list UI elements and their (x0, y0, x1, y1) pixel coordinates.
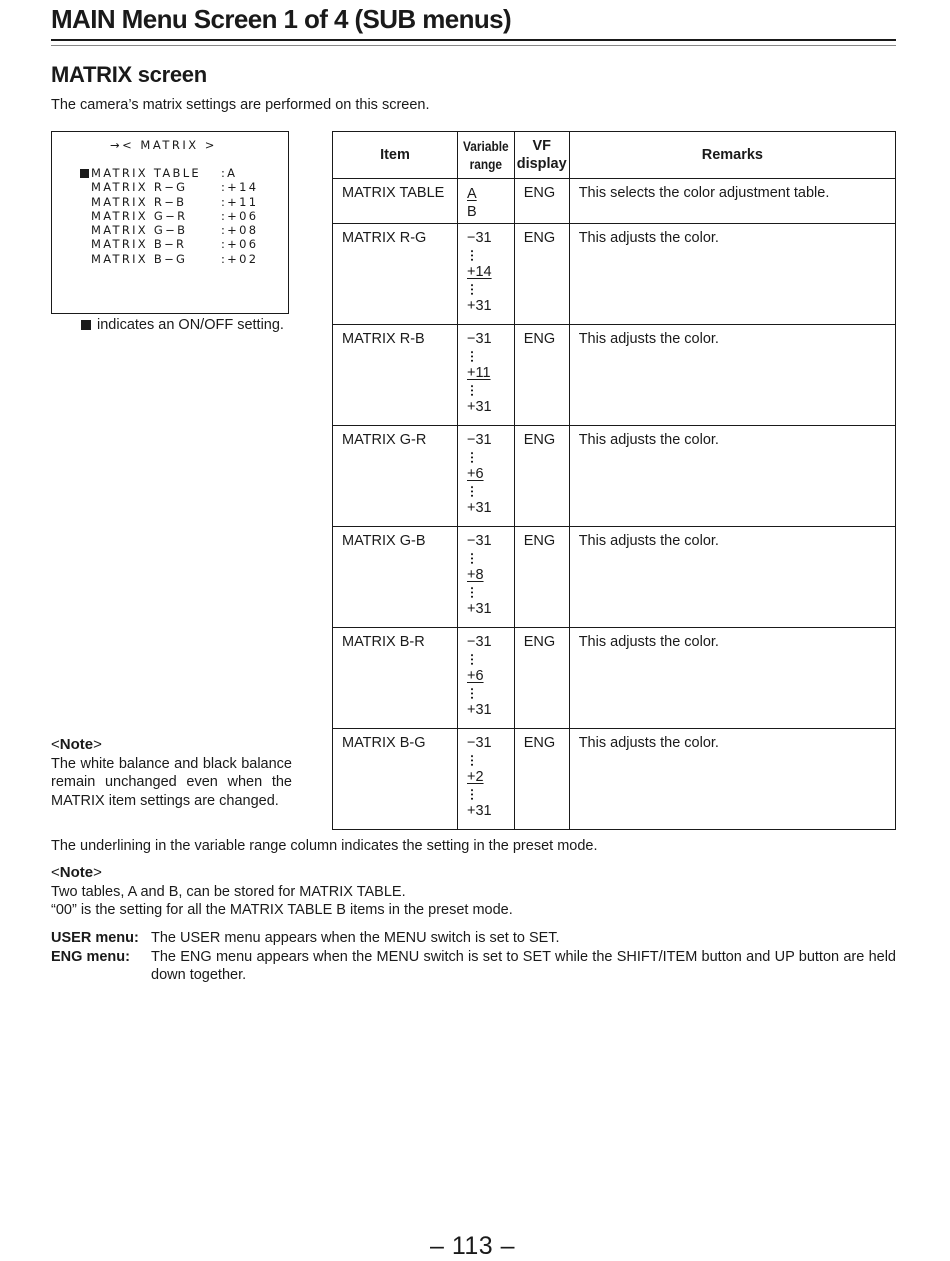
screen-title: →< MATRIX > (110, 138, 217, 152)
vertical-ellipsis-icon (467, 449, 505, 466)
screen-line (80, 166, 258, 180)
vertical-ellipsis-icon (467, 483, 505, 500)
page-number: – 113 – (429, 1232, 516, 1260)
vertical-ellipsis-icon (467, 685, 505, 702)
page-title: MAIN Menu Screen 1 of 4 (SUB menus) (51, 4, 512, 34)
cell-item: MATRIX R-B (333, 325, 458, 426)
cell-item: MATRIX R-G (333, 224, 458, 325)
range-preset: +8 (467, 567, 484, 583)
note-line: “00” is the setting for all the MATRIX TABLE B items in the preset mode. (51, 902, 513, 918)
header-rule-thin (51, 45, 896, 46)
menu-text: The USER menu appears when the MENU switch is set to SET. (151, 930, 560, 946)
cell-remarks: This adjusts the color. (569, 729, 895, 830)
note-bottom (51, 864, 896, 920)
screen-line-name: MATRIX B−G (91, 251, 188, 266)
black-square-icon (81, 320, 91, 330)
cell-vf-display: ENG (514, 224, 569, 325)
cell-item: MATRIX B-R (333, 628, 458, 729)
range-max: +31 (467, 601, 492, 617)
range-preset: +11 (467, 365, 491, 381)
cell-remarks: This adjusts the color. (569, 224, 895, 325)
table-row (333, 527, 896, 628)
screen-line-name: MATRIX R−B (91, 194, 187, 209)
cell-variable-range (458, 224, 515, 325)
menu-row-user (51, 929, 896, 948)
underline-note: The underlining in the variable range column indicates the setting in the preset mode. (51, 838, 598, 854)
table-row (333, 426, 896, 527)
vertical-ellipsis-icon (467, 247, 505, 264)
range-option: B (467, 204, 477, 220)
cell-remarks: This adjusts the color. (569, 527, 895, 628)
screen-line (80, 180, 258, 194)
cell-variable-range (458, 628, 515, 729)
screen-line (80, 252, 258, 266)
screen-line-value: :+02 (221, 251, 259, 266)
range-preset: +2 (467, 769, 484, 785)
note-line: Two tables, A and B, can be stored for MATRIX TABLE. (51, 883, 406, 900)
cell-variable-range (458, 325, 515, 426)
vertical-ellipsis-icon (467, 786, 505, 803)
note-heading: <Note> (51, 864, 102, 881)
vertical-ellipsis-icon (467, 382, 505, 399)
screen-line-value: :A (221, 166, 238, 180)
table-row (333, 729, 896, 830)
note-text: The white balance and black balance remain unchanged even when the MATRIX item settings are changed. (51, 755, 292, 809)
range-max: +31 (467, 298, 492, 314)
cell-variable-range (458, 179, 515, 224)
cell-variable-range (458, 729, 515, 830)
note-heading: <Note> (51, 736, 102, 753)
range-min: −31 (467, 634, 492, 650)
screen-line-name: MATRIX G−R (91, 208, 188, 223)
cell-vf-display: ENG (514, 179, 569, 224)
range-max: +31 (467, 399, 492, 415)
screen-line-name: MATRIX TABLE (91, 166, 201, 180)
cell-item: MATRIX B-G (333, 729, 458, 830)
cell-item: MATRIX G-R (333, 426, 458, 527)
screen-lines (80, 166, 258, 266)
menu-label: USER menu: (51, 930, 139, 946)
menu-row-eng (51, 948, 896, 985)
legend-text: indicates an ON/OFF setting. (97, 317, 284, 333)
screen-line-value: :+14 (221, 180, 259, 195)
screen-line (80, 237, 258, 251)
range-max: +31 (467, 500, 492, 516)
table-row (333, 325, 896, 426)
range-min: −31 (467, 230, 492, 246)
range-preset: +14 (467, 264, 492, 280)
cell-vf-display: ENG (514, 628, 569, 729)
screen-line-value: :+06 (221, 208, 259, 223)
section-title: MATRIX screen (51, 62, 207, 87)
header-item: Item (333, 132, 458, 179)
range-min: −31 (467, 533, 492, 549)
vertical-ellipsis-icon (467, 651, 505, 668)
menu-text: The ENG menu appears when the MENU switch is set to SET while the SHIFT/ITEM button and UP button are held down together. (151, 948, 896, 983)
cell-remarks: This adjusts the color. (569, 628, 895, 729)
screen-line (80, 223, 258, 237)
cell-vf-display: ENG (514, 527, 569, 628)
vertical-ellipsis-icon (467, 281, 505, 298)
table-header-row (333, 132, 896, 179)
cell-vf-display: ENG (514, 325, 569, 426)
vertical-ellipsis-icon (467, 584, 505, 601)
note-left (51, 736, 292, 810)
range-min: −31 (467, 735, 492, 751)
vertical-ellipsis-icon (467, 752, 505, 769)
matrix-settings-table (332, 131, 896, 830)
header-vf-display: VF display (514, 132, 569, 179)
cell-item: MATRIX TABLE (333, 179, 458, 224)
matrix-screen-display (51, 131, 289, 314)
range-max: +31 (467, 702, 492, 718)
range-min: −31 (467, 432, 492, 448)
menu-label: ENG menu: (51, 948, 130, 965)
screen-line-value: :+08 (221, 223, 259, 238)
cell-remarks: This adjusts the color. (569, 325, 895, 426)
section-intro: The camera’s matrix settings are performed on this screen. (51, 97, 430, 113)
table-row (333, 179, 896, 224)
cell-remarks: This adjusts the color. (569, 426, 895, 527)
cell-item: MATRIX G-B (333, 527, 458, 628)
cell-variable-range (458, 527, 515, 628)
screen-line-name: MATRIX G−B (91, 223, 188, 238)
vertical-ellipsis-icon (467, 348, 505, 365)
range-preset: +6 (467, 668, 484, 684)
range-preset: +6 (467, 466, 484, 482)
header-variable-range: Variable range (458, 132, 515, 179)
screen-line-value: :+11 (221, 194, 259, 209)
range-preset: A (467, 186, 477, 202)
screen-line-name: MATRIX B−R (91, 237, 187, 252)
vertical-ellipsis-icon (467, 550, 505, 567)
table-row (333, 224, 896, 325)
screen-line-value: :+06 (221, 237, 259, 252)
cell-vf-display: ENG (514, 426, 569, 527)
menu-descriptions (51, 929, 896, 985)
range-max: +31 (467, 803, 492, 819)
on-off-legend (81, 317, 284, 333)
screen-line (80, 209, 258, 223)
range-min: −31 (467, 331, 492, 347)
page-header (51, 4, 896, 46)
cell-remarks: This selects the color adjustment table. (569, 179, 895, 224)
cell-variable-range (458, 426, 515, 527)
screen-line (80, 195, 258, 209)
table-row (333, 628, 896, 729)
on-off-square-icon (80, 166, 91, 180)
cell-vf-display: ENG (514, 729, 569, 830)
header-rule-thick (51, 39, 896, 41)
screen-line-name: MATRIX R−G (91, 180, 188, 195)
header-remarks: Remarks (569, 132, 895, 179)
